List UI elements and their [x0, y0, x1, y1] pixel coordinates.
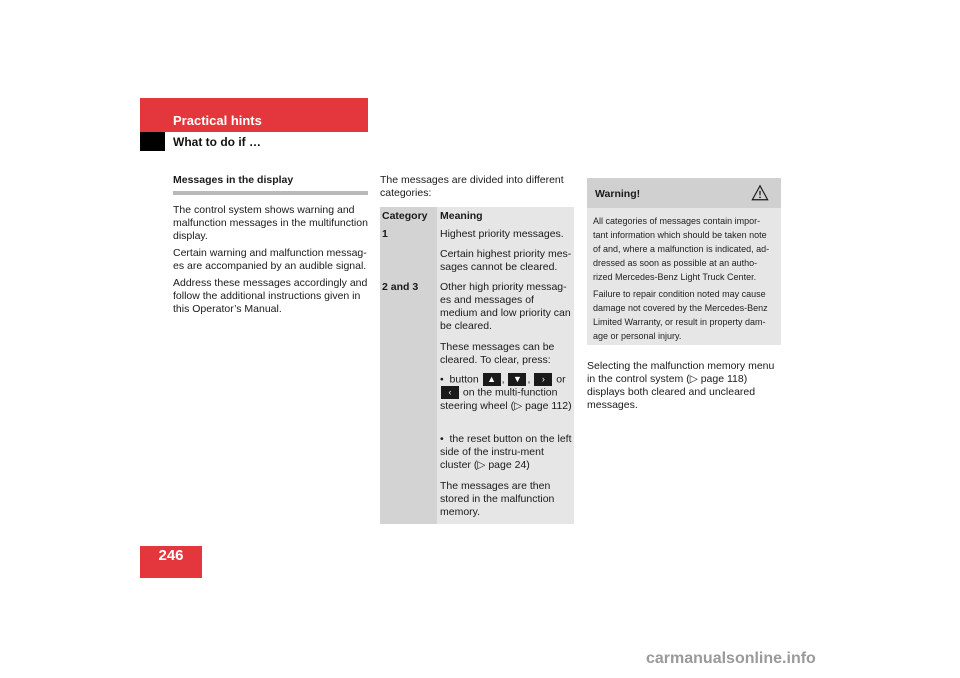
header-meaning: Meaning — [440, 210, 483, 222]
table-footer: The messages are then stored in the malfunction memory. — [440, 480, 555, 518]
left-column — [173, 174, 368, 320]
row2-meaning-1: Other high priority messag-es and messages of medium and low priority can be cleared. — [440, 281, 571, 332]
paragraph: The control system shows warning and malfunction messages in the multifunction display. — [173, 204, 368, 242]
closing-paragraph: Selecting the malfunction memory menu in the control system (▷ page 118) displays both cleared and uncleared messages. — [587, 360, 775, 411]
watermark: carmanualsonline.info — [646, 650, 816, 667]
page-subtitle: What to do if … — [173, 135, 261, 149]
page-number: 246 — [158, 547, 184, 564]
bullet-2: • the reset button on the left side of the instru-ment cluster (▷ page 24) — [440, 433, 572, 471]
bullet1-pre: button — [449, 373, 479, 386]
header-marker — [140, 132, 165, 151]
header-category: Category — [382, 210, 428, 222]
warning-paragraph: Failure to repair condition noted may cause damage not covered by the Mercedes-Benz Limited Warranty, or result in property dam-age or personal injury. — [593, 289, 768, 341]
bullet1-mid: or — [556, 373, 566, 386]
paragraph: Certain warning and malfunction messag-es are accompanied by an audible signal. — [173, 247, 367, 272]
row2-category: 2 and 3 — [382, 281, 419, 293]
middle-column — [380, 174, 574, 208]
row2-meaning-2: These messages can be cleared. To clear, press: — [440, 341, 555, 366]
intro-text: The messages are divided into different categories: — [380, 174, 564, 199]
prev-key-icon: ‹ — [441, 386, 459, 399]
warning-box — [587, 178, 781, 345]
row1-meaning-2: Certain highest priority mes-sages cannot be cleared. — [440, 248, 572, 273]
categories-table — [380, 207, 574, 524]
page-down-key-icon: ▼ — [508, 373, 526, 386]
warning-label: Warning! — [595, 188, 641, 200]
row1-meaning-1: Highest priority messages. — [440, 228, 564, 240]
warning-text — [593, 214, 775, 346]
category-column — [380, 207, 437, 524]
bullet2-text: the reset button on the left side of the instru-ment cluster (▷ page 24) — [440, 433, 572, 471]
row1-category: 1 — [382, 228, 388, 240]
paragraph: Address these messages accordingly and follow the additional instructions given in this Operator’s Manual. — [173, 277, 368, 315]
bullet-1: • button ▲ , ▼ , › or ‹ on the multi-function steering wheel (▷ page 112) — [440, 373, 572, 412]
section-heading: Messages in the display — [173, 174, 368, 195]
bullet1-post: on the multi-function steering wheel (▷ page 112) — [440, 386, 572, 412]
warning-paragraph: All categories of messages contain impor-tant information which should be taken note of and, where a malfunction is indicated, ad-dressed as soon as possible at an autho-rized Mercedes-Benz Light Truck Center. — [593, 216, 770, 282]
page-title: Practical hints — [173, 113, 262, 128]
warning-triangle-icon — [751, 184, 769, 202]
next-key-icon: › — [534, 373, 552, 386]
page-up-key-icon: ▲ — [483, 373, 501, 386]
